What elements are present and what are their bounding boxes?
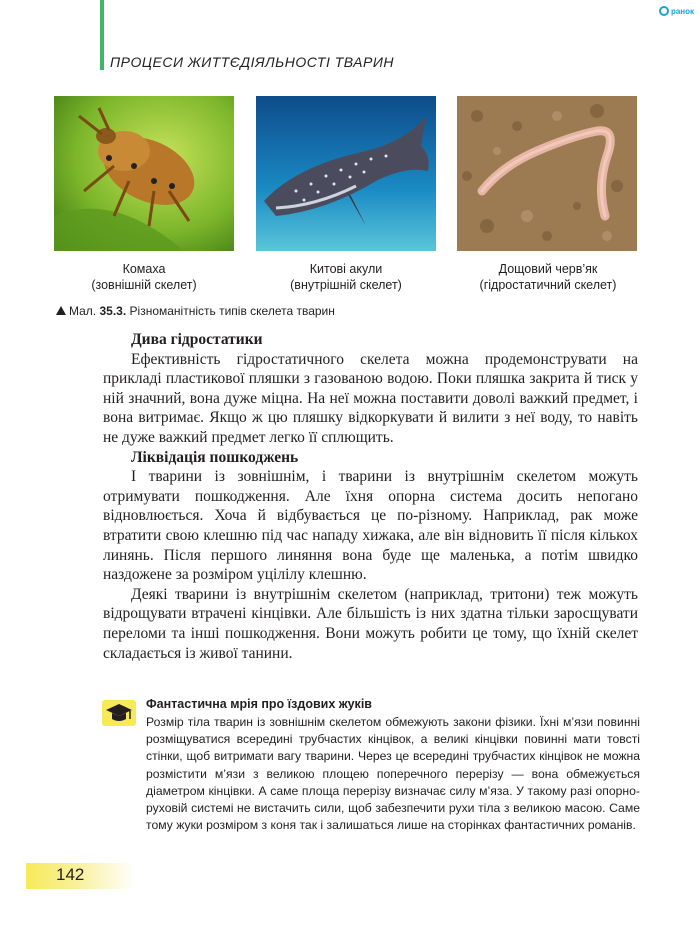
insect-photo [54,96,234,251]
section-heading: Ліквідація пошкоджень [131,448,299,466]
earthworm-photo [457,96,637,251]
figure-note: (гідростатичний скелет) [479,278,617,292]
figure-caption-worm [448,261,648,293]
whale-shark-photo [256,96,436,251]
paragraph: І тварини із зовнішнім, і тварини із внутрішнім скелетом можуть отримувати пошкодження. Але їхня опорна система досить непогано відновлюється. Хоча й відбувається це по-різному. Наприклад, рак може втратити свою клешню під час нападу хижака, але він відновить її після кількох линянь. Після першого линяння вона буде ще маленька, а потім швидко наздожене за розміром уцілілу клешню. [103,468,638,584]
figure-caption-text: Різноманітність типів скелета тварин [129,304,335,318]
figure-note: (зовнішній скелет) [91,278,197,292]
figure-note: (внутрішній скелет) [290,278,402,292]
logo-icon [659,6,669,16]
figure-label: Мал. [69,304,97,318]
paragraph: Ефективність гідростатичного скелета можна продемонструвати на прикладі пластикової пляшки з газованою водою. Поки пляшка закрита й тиск у ній значний, вона дуже міцна. На неї можна поставити доволі важкий предмет, і вона витримає. Якщо ж цю пляшку відкоркувати й вилити з неї воду, то навіть не дуже важкий предмет легко її сплющить. [103,350,638,446]
triangle-icon [56,306,66,315]
figure-caption-shark [246,261,446,293]
figure-name: Комаха [122,262,166,276]
graduation-cap-icon [102,700,136,726]
publisher-logo [659,6,694,16]
figure-caption [56,304,335,318]
main-text [103,330,638,663]
header-accent-bar [100,0,104,70]
figure-number: 35.3. [99,304,127,318]
figure-name: Дощовий черв’як [498,262,598,276]
sidebar-title: Фантастична мрія про їздових жуків [146,697,372,711]
figure-name: Китові акули [309,262,383,276]
chapter-title: ПРОЦЕСИ ЖИТТЄДІЯЛЬНОСТІ ТВАРИН [110,54,394,70]
page-number-box [26,863,136,889]
sidebar-text: Розмір тіла тварин із зовнішнім скелетом обмежують закони фізики. Їхні м’язи повинні розміщуватися всередині трубчастих кінцівок, а великі кінцівки повинні мати товсті стінки, щоб витримати вагу тварини. Через це всередині трубчастих кінцівок не можна розмістити м’язи з великою площею поперечного перерізу — вона обмежується діаметром кінцівки. А саме площа перерізу визначає силу м’яза. У такому разі опорно-руховій системі не вистачить сили, щоб забезпечити рухи тіла з великою масою. Саме тому жуки розміром з коня так і залишаться лише на сторінках фантастичних романів. [146,715,640,833]
paragraph: Деякі тварини із внутрішнім скелетом (наприклад, тритони) теж можуть відрощувати втрачені кінцівки. Але більшість із них здатна тільки заросщувати переломи та інші пошкодження. Вони можуть робити це тому, що їхній скелет складається із живої танини. [103,585,638,662]
figure-caption-insect [44,261,244,293]
logo-text: ранок [670,6,694,16]
page-number: 142 [56,865,85,884]
section-heading: Дива гідростатики [131,331,263,348]
